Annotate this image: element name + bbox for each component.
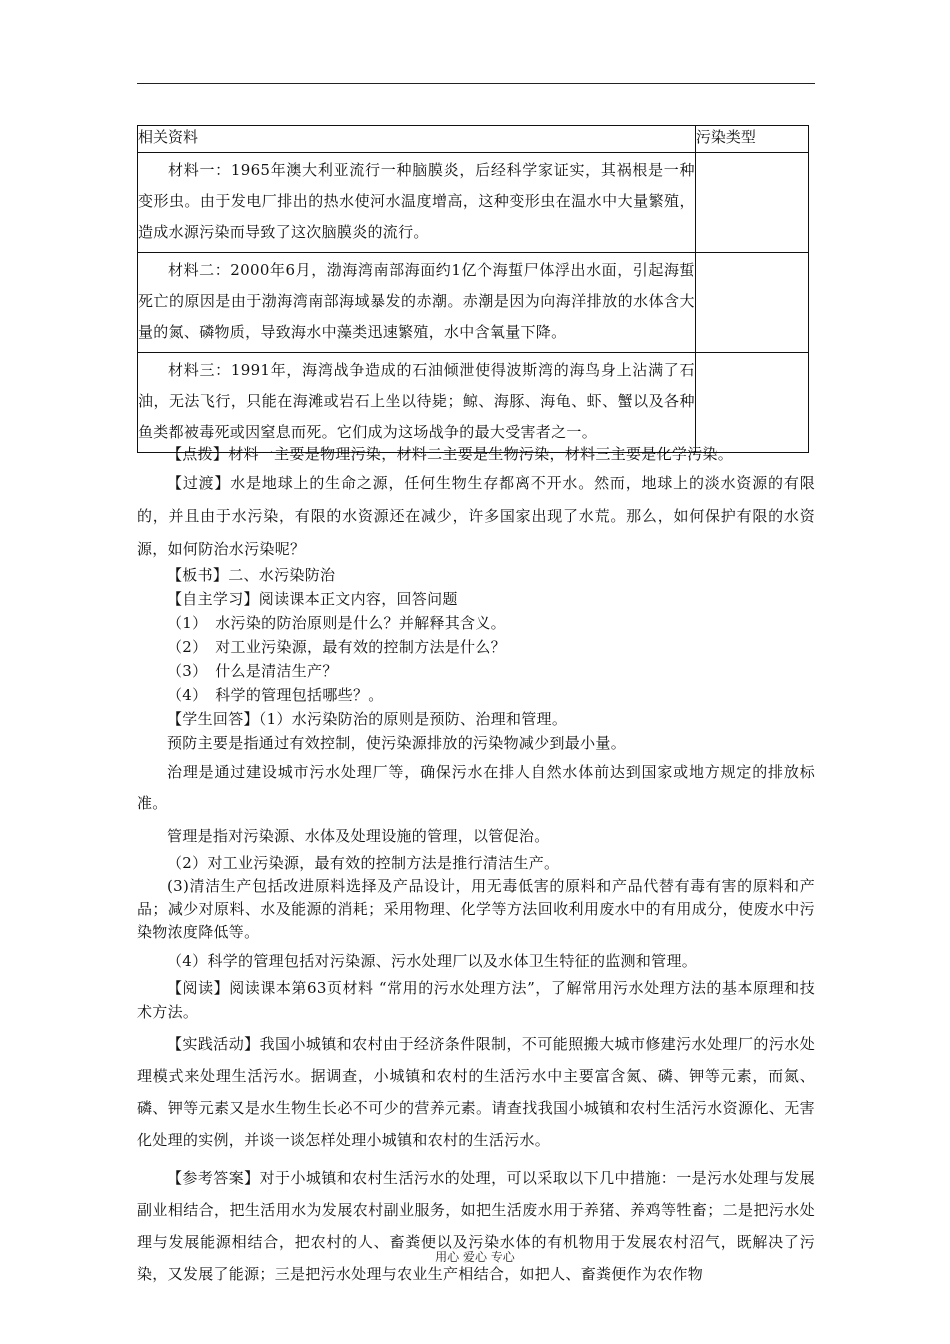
body-text: [137, 440, 815, 1290]
header-pollution-type: 污染类型: [695, 126, 808, 153]
answer-2: （2）对工业污染源，最有效的控制方法是推行清洁生产。: [167, 854, 560, 872]
table-row: [138, 253, 809, 353]
material-one-text: 材料一：1965年澳大利亚流行一种脑膜炎，后经科学家证实，其祸根是一种变形虫。由于发电厂排出的热水使河水温度增高，这种变形虫在温水中大量繁殖，造成水源污染而导致了这次脑膜炎的流行。: [138, 161, 695, 241]
table-row: [138, 353, 809, 453]
self-study-paragraph: 【自主学习】阅读课本正文内容，回答问题: [167, 590, 458, 608]
header-rule: [137, 83, 815, 84]
treatment-paragraph: 治理是通过建设城市污水处理厂等，确保污水在排人自然水体前达到国家或地方规定的排放标准。: [137, 763, 815, 812]
table-row: [138, 153, 809, 253]
pollution-type-cell: [695, 253, 808, 353]
material-two-text: 材料二：2000年6月，渤海湾南部海面约1亿个海蜇尸体浮出水面，引起海蜇死亡的原因是由于渤海湾南部海域暴发的赤潮。赤潮是因为向海洋排放的水体含大量的氮、磷物质，导致海水中藻类迅速繁殖，水中含氧量下降。: [138, 261, 695, 341]
question-3: （3） 什么是清洁生产？: [167, 662, 338, 680]
page-footer: 用心 爱心 专心: [435, 1250, 515, 1264]
table-header-row: [138, 126, 809, 153]
materials-table: [137, 125, 809, 453]
prevention-paragraph: 预防主要是指通过有效控制，使污染源排放的污染物减少到最小量。: [167, 734, 627, 752]
management-paragraph: 管理是指对污染源、水体及处理设施的管理，以管促治。: [167, 827, 550, 845]
pollution-type-cell: [695, 153, 808, 253]
pollution-type-cell: [695, 353, 808, 453]
header-related-materials: 相关资料: [138, 126, 696, 153]
material-three-text: 材料三：1991年，海湾战争造成的石油倾泄使得波斯湾的海鸟身上沾满了石油，无法飞行，只能在海滩或岩石上坐以待毙；鲸、海豚、海龟、虾、蟹以及各种鱼类都被毒死或因窒息而死。它们成为这场战争的最大受害者之一。: [138, 361, 695, 441]
question-4: （4） 科学的管理包括哪些？。: [167, 686, 384, 704]
question-1: （1） 水污染的防治原则是什么？并解释其含义。: [167, 614, 506, 632]
answer-4: （4）科学的管理包括对污染源、污水处理厂以及水体卫生特征的监测和管理。: [167, 952, 698, 970]
board-heading: 【板书】二、水污染防治: [167, 566, 336, 584]
practice-activity-paragraph: 【实践活动】我国小城镇和农村由于经济条件限制，不可能照搬大城市修建污水处理厂的污水处理模式来处理生活污水。据调查，小城镇和农村的生活污水中主要富含氮、磷、钾等元素，而氮、磷、钾等元素又是水生物生长必不可少的营养元素。请查找我国小城镇和农村生活污水资源化、无害化处理的实例，并谈一谈怎样处理小城镇和农村的生活污水。: [137, 1035, 815, 1149]
reading-paragraph: 【阅读】阅读课本第63页材料 “常用的污水处理方法”，了解常用污水处理方法的基本原理和技术方法。: [137, 979, 815, 1021]
reference-answer-paragraph: 【参考答案】对于小城镇和农村生活污水的处理，可以采取以下几中措施：一是污水处理与发展副业相结合，把生活用水为发展农村副业服务，如把生活废水用于养猪、养鸡等牲畜；二是把污水处理与发展能源相结合，把农村的人、畜粪便以及污染水体的有机物用于发展农村沼气，既解决了污染，又发展了能源；三是把污水处理与农业生产相结合，如把人、畜粪便作为农作物: [137, 1169, 815, 1283]
transition-paragraph: 【过渡】水是地球上的生命之源，任何生物生存都离不开水。然而，地球上的淡水资源的有限的，并且由于水污染，有限的水资源还在减少，许多国家出现了水荒。那么，如何保护有限的水资源，如何防治水污染呢？: [137, 474, 815, 558]
question-2: （2） 对工业污染源，最有效的控制方法是什么？: [167, 638, 506, 656]
tip-paragraph: 【点拨】材料一主要是物理污染，材料二主要是生物污染，材料三主要是化学污染。: [167, 445, 734, 463]
answer-3: (3)清洁生产包括改进原料选择及产品设计，用无毒低害的原料和产品代替有毒有害的原料和产品；减少对原料、水及能源的消耗；采用物理、化学等方法回收利用废水中的有用成分，使废水中污染物浓度降低等。: [137, 877, 815, 941]
student-answer-intro: 【学生回答】（1）水污染防治的原则是预防、治理和管理。: [167, 710, 568, 728]
